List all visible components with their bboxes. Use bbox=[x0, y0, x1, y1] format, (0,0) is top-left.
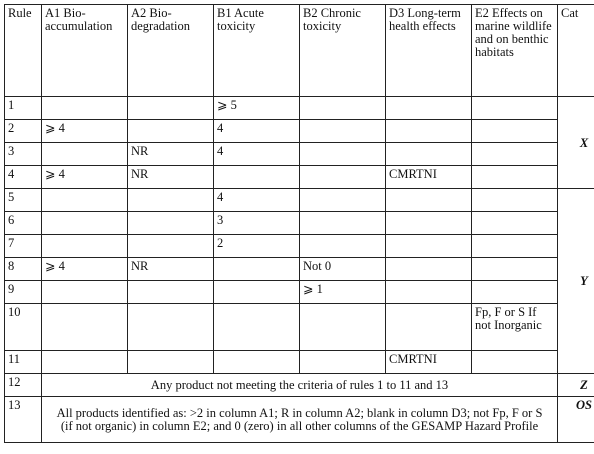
table-row bbox=[5, 212, 594, 235]
cell-d3 bbox=[386, 143, 472, 166]
cell-b2 bbox=[300, 212, 386, 235]
cell-e2 bbox=[472, 120, 558, 143]
cell-b1: 3 bbox=[214, 212, 300, 235]
rule-number: 8 bbox=[5, 258, 42, 281]
hazard-rules-table bbox=[4, 4, 594, 443]
cell-b1: 2 bbox=[214, 235, 300, 258]
cell-d3 bbox=[386, 281, 472, 304]
category-y: Y bbox=[558, 189, 594, 374]
cell-e2 bbox=[472, 143, 558, 166]
table-row bbox=[5, 235, 594, 258]
cell-a1 bbox=[42, 235, 128, 258]
cell-a1 bbox=[42, 304, 128, 351]
cell-a1 bbox=[42, 97, 128, 120]
rule-number: 7 bbox=[5, 235, 42, 258]
category-os: OS bbox=[558, 397, 594, 443]
cell-b2: Not 0 bbox=[300, 258, 386, 281]
table-row bbox=[5, 374, 594, 397]
cell-d3 bbox=[386, 189, 472, 212]
category-x: X bbox=[558, 97, 594, 189]
cell-b2 bbox=[300, 235, 386, 258]
cell-a1 bbox=[42, 189, 128, 212]
cell-b2: ⩾ 1 bbox=[300, 281, 386, 304]
cell-e2 bbox=[472, 212, 558, 235]
cell-a2 bbox=[128, 281, 214, 304]
cell-a2 bbox=[128, 189, 214, 212]
category-z: Z bbox=[558, 374, 594, 397]
rule-number: 4 bbox=[5, 166, 42, 189]
rule-number: 2 bbox=[5, 120, 42, 143]
cell-a2: NR bbox=[128, 166, 214, 189]
cell-a1 bbox=[42, 143, 128, 166]
cell-b2 bbox=[300, 351, 386, 374]
cell-b2 bbox=[300, 189, 386, 212]
table-row bbox=[5, 351, 594, 374]
cell-b2 bbox=[300, 97, 386, 120]
cell-e2 bbox=[472, 351, 558, 374]
header-row bbox=[5, 5, 594, 97]
table-row bbox=[5, 281, 594, 304]
rule-number: 5 bbox=[5, 189, 42, 212]
table-row bbox=[5, 97, 594, 120]
cell-d3 bbox=[386, 97, 472, 120]
table-row bbox=[5, 258, 594, 281]
header-cat: Cat bbox=[558, 5, 594, 97]
cell-a1 bbox=[42, 212, 128, 235]
cell-d3: CMRTNI bbox=[386, 351, 472, 374]
cell-a2 bbox=[128, 235, 214, 258]
cell-e2: Fp, F or S If not Inorganic bbox=[472, 304, 558, 351]
cell-a1: ⩾ 4 bbox=[42, 166, 128, 189]
cell-b1: ⩾ 5 bbox=[214, 97, 300, 120]
cell-e2 bbox=[472, 166, 558, 189]
cell-a1: ⩾ 4 bbox=[42, 120, 128, 143]
cell-a2 bbox=[128, 304, 214, 351]
rule-number: 1 bbox=[5, 97, 42, 120]
cell-d3 bbox=[386, 120, 472, 143]
cell-b1 bbox=[214, 258, 300, 281]
cell-b2 bbox=[300, 166, 386, 189]
cell-d3 bbox=[386, 212, 472, 235]
cell-b1: 4 bbox=[214, 120, 300, 143]
cell-b2 bbox=[300, 143, 386, 166]
cell-a1: ⩾ 4 bbox=[42, 258, 128, 281]
cell-d3: CMRTNI bbox=[386, 166, 472, 189]
table-row bbox=[5, 166, 594, 189]
rule-13-text: All products identified as: >2 in column A1; R in column A2; blank in column D3; not Fp, F or S (if not organic) in column E2; and 0 (zero) in all other columns of the GESAMP Hazard Profile bbox=[42, 397, 558, 443]
cell-b2 bbox=[300, 120, 386, 143]
cell-e2 bbox=[472, 235, 558, 258]
header-e2: E2 Effects on marine wildlife and on benthic habitats bbox=[472, 5, 558, 97]
cell-b1 bbox=[214, 166, 300, 189]
cell-e2 bbox=[472, 97, 558, 120]
rule-number: 6 bbox=[5, 212, 42, 235]
rule-number: 9 bbox=[5, 281, 42, 304]
header-b1: B1 Acute toxicity bbox=[214, 5, 300, 97]
cell-a2 bbox=[128, 212, 214, 235]
cell-b2 bbox=[300, 304, 386, 351]
header-b2: B2 Chronic toxicity bbox=[300, 5, 386, 97]
cell-b1 bbox=[214, 351, 300, 374]
table-row bbox=[5, 143, 594, 166]
rule-number: 13 bbox=[5, 397, 42, 443]
rule-12-text: Any product not meeting the criteria of rules 1 to 11 and 13 bbox=[42, 374, 558, 397]
cell-a2 bbox=[128, 351, 214, 374]
table-row bbox=[5, 304, 594, 351]
cell-a2 bbox=[128, 97, 214, 120]
header-a1: A1 Bio-accumulation bbox=[42, 5, 128, 97]
cell-b1: 4 bbox=[214, 189, 300, 212]
rule-number: 11 bbox=[5, 351, 42, 374]
cell-a1 bbox=[42, 351, 128, 374]
cell-d3 bbox=[386, 304, 472, 351]
table-row bbox=[5, 397, 594, 443]
header-d3: D3 Long-term health effects bbox=[386, 5, 472, 97]
cell-e2 bbox=[472, 189, 558, 212]
cell-a2: NR bbox=[128, 258, 214, 281]
table-row bbox=[5, 189, 594, 212]
header-a2: A2 Bio-degradation bbox=[128, 5, 214, 97]
cell-e2 bbox=[472, 281, 558, 304]
rule-number: 12 bbox=[5, 374, 42, 397]
rule-number: 10 bbox=[5, 304, 42, 351]
cell-a1 bbox=[42, 281, 128, 304]
cell-d3 bbox=[386, 258, 472, 281]
cell-b1 bbox=[214, 304, 300, 351]
cell-a2 bbox=[128, 120, 214, 143]
rule-number: 3 bbox=[5, 143, 42, 166]
cell-a2: NR bbox=[128, 143, 214, 166]
cell-d3 bbox=[386, 235, 472, 258]
cell-b1: 4 bbox=[214, 143, 300, 166]
cell-e2 bbox=[472, 258, 558, 281]
cell-b1 bbox=[214, 281, 300, 304]
table-row bbox=[5, 120, 594, 143]
header-rule: Rule bbox=[5, 5, 42, 97]
